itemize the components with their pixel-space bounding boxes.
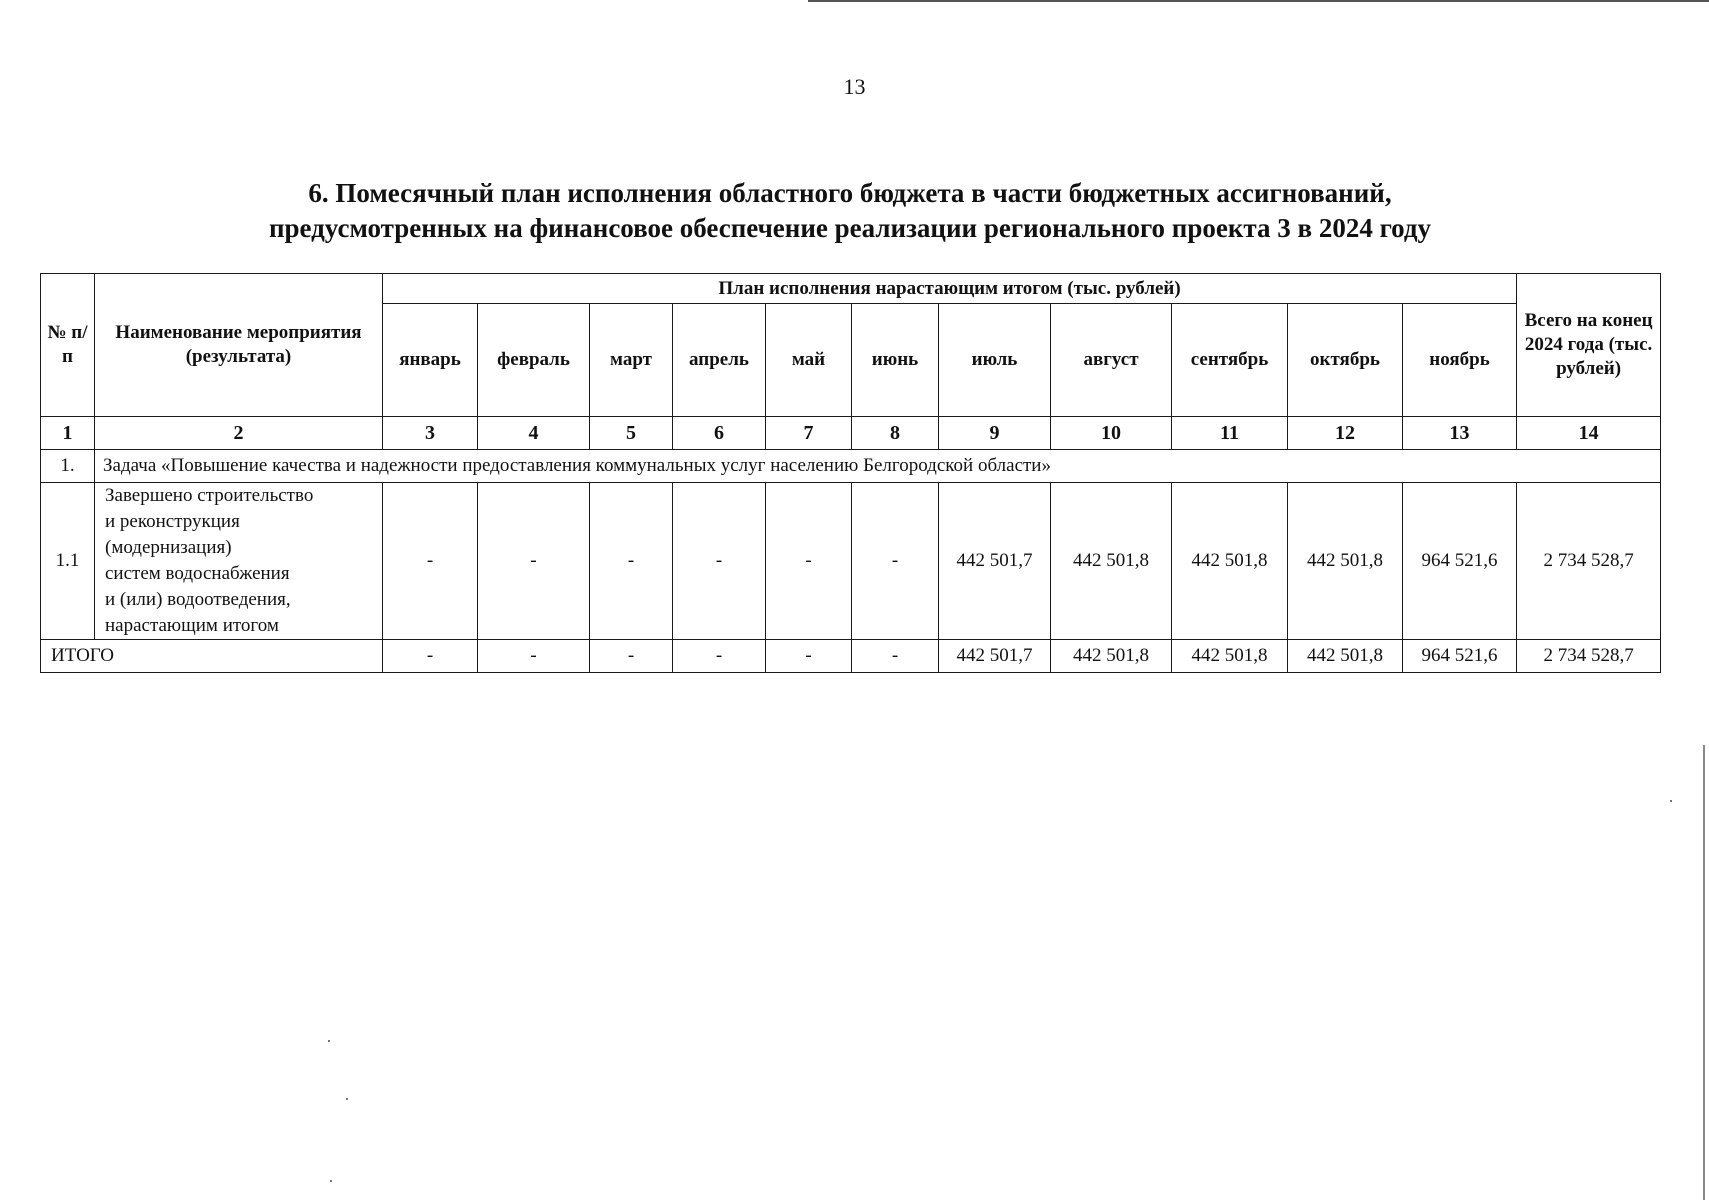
page-title-line-1: 6. Помесячный план исполнения областного бюджета в части бюджетных ассигнований, bbox=[308, 178, 1392, 208]
scan-speck bbox=[330, 1180, 332, 1182]
month-value: 964 521,6 bbox=[1403, 483, 1517, 640]
header-month: март bbox=[590, 304, 673, 417]
column-number: 2 bbox=[95, 417, 383, 450]
page-title bbox=[40, 176, 1660, 246]
item-name-line: и (или) водоотведения, bbox=[105, 589, 291, 610]
item-name-line: нарастающим итогом bbox=[105, 615, 279, 636]
header-total: Всего на конец 2024 года (тыс. рублей) bbox=[1517, 274, 1661, 417]
table-header-row bbox=[41, 274, 1661, 304]
item-name-line: (модернизация) bbox=[105, 537, 232, 558]
total-month-value: 964 521,6 bbox=[1403, 640, 1517, 673]
header-num: № п/п bbox=[41, 274, 95, 417]
column-number: 13 bbox=[1403, 417, 1517, 450]
column-number: 7 bbox=[766, 417, 852, 450]
scan-speck bbox=[346, 1098, 348, 1100]
scan-speck bbox=[1670, 800, 1672, 802]
column-number: 10 bbox=[1051, 417, 1172, 450]
month-value: - bbox=[478, 483, 590, 640]
task-row bbox=[41, 450, 1661, 483]
month-value: - bbox=[852, 483, 939, 640]
item-num: 1.1 bbox=[41, 483, 95, 640]
header-month: апрель bbox=[673, 304, 766, 417]
total-row bbox=[41, 640, 1661, 673]
month-value: 442 501,8 bbox=[1172, 483, 1288, 640]
header-month: май bbox=[766, 304, 852, 417]
column-number: 14 bbox=[1517, 417, 1661, 450]
month-value: - bbox=[383, 483, 478, 640]
column-number: 8 bbox=[852, 417, 939, 450]
top-edge-rule bbox=[808, 0, 1709, 2]
header-month: октябрь bbox=[1288, 304, 1403, 417]
total-month-value: - bbox=[383, 640, 478, 673]
total-month-value: 442 501,8 bbox=[1172, 640, 1288, 673]
page-number: 13 bbox=[843, 74, 866, 99]
total-month-value: 442 501,8 bbox=[1051, 640, 1172, 673]
month-value: - bbox=[766, 483, 852, 640]
total-label: ИТОГО bbox=[41, 640, 383, 673]
header-month: январь bbox=[383, 304, 478, 417]
month-value: 442 501,8 bbox=[1051, 483, 1172, 640]
header-plan-group: План исполнения нарастающим итогом (тыс. рублей) bbox=[383, 274, 1517, 304]
page-title-line-2: предусмотренных на финансовое обеспечение реализации регионального проекта 3 в 2024 году bbox=[268, 213, 1432, 243]
column-number: 11 bbox=[1172, 417, 1288, 450]
total-month-value: 442 501,7 bbox=[939, 640, 1051, 673]
column-number: 4 bbox=[478, 417, 590, 450]
total-month-value: - bbox=[852, 640, 939, 673]
column-numbers-row bbox=[41, 417, 1661, 450]
grand-total-value: 2 734 528,7 bbox=[1517, 640, 1661, 673]
column-number: 12 bbox=[1288, 417, 1403, 450]
total-month-value: - bbox=[673, 640, 766, 673]
task-text: Задача «Повышение качества и надежности предоставления коммунальных услуг населению Белгородской области» bbox=[95, 450, 1661, 483]
total-month-value: - bbox=[766, 640, 852, 673]
header-month: июнь bbox=[852, 304, 939, 417]
item-name bbox=[95, 483, 383, 640]
column-number: 5 bbox=[590, 417, 673, 450]
header-month: февраль bbox=[478, 304, 590, 417]
item-name-line: систем водоснабжения bbox=[105, 563, 290, 584]
column-number: 1 bbox=[41, 417, 95, 450]
item-name-line: и реконструкция bbox=[105, 511, 240, 532]
item-name-line: Завершено строительство bbox=[105, 485, 314, 506]
total-month-value: 442 501,8 bbox=[1288, 640, 1403, 673]
header-name: Наименование мероприятия (результата) bbox=[95, 274, 383, 417]
header-month: сентябрь bbox=[1172, 304, 1288, 417]
column-number: 3 bbox=[383, 417, 478, 450]
right-edge-rule bbox=[1703, 745, 1705, 1200]
month-value: - bbox=[590, 483, 673, 640]
month-value: 442 501,8 bbox=[1288, 483, 1403, 640]
table-row bbox=[41, 483, 1661, 640]
total-month-value: - bbox=[590, 640, 673, 673]
header-month: ноябрь bbox=[1403, 304, 1517, 417]
column-number: 9 bbox=[939, 417, 1051, 450]
total-month-value: - bbox=[478, 640, 590, 673]
header-month: август bbox=[1051, 304, 1172, 417]
task-num: 1. bbox=[41, 450, 95, 483]
header-month: июль bbox=[939, 304, 1051, 417]
month-value: 442 501,7 bbox=[939, 483, 1051, 640]
budget-plan-table bbox=[40, 273, 1661, 673]
column-number: 6 bbox=[673, 417, 766, 450]
month-value: - bbox=[673, 483, 766, 640]
year-total-value: 2 734 528,7 bbox=[1517, 483, 1661, 640]
scan-speck bbox=[328, 1040, 330, 1042]
